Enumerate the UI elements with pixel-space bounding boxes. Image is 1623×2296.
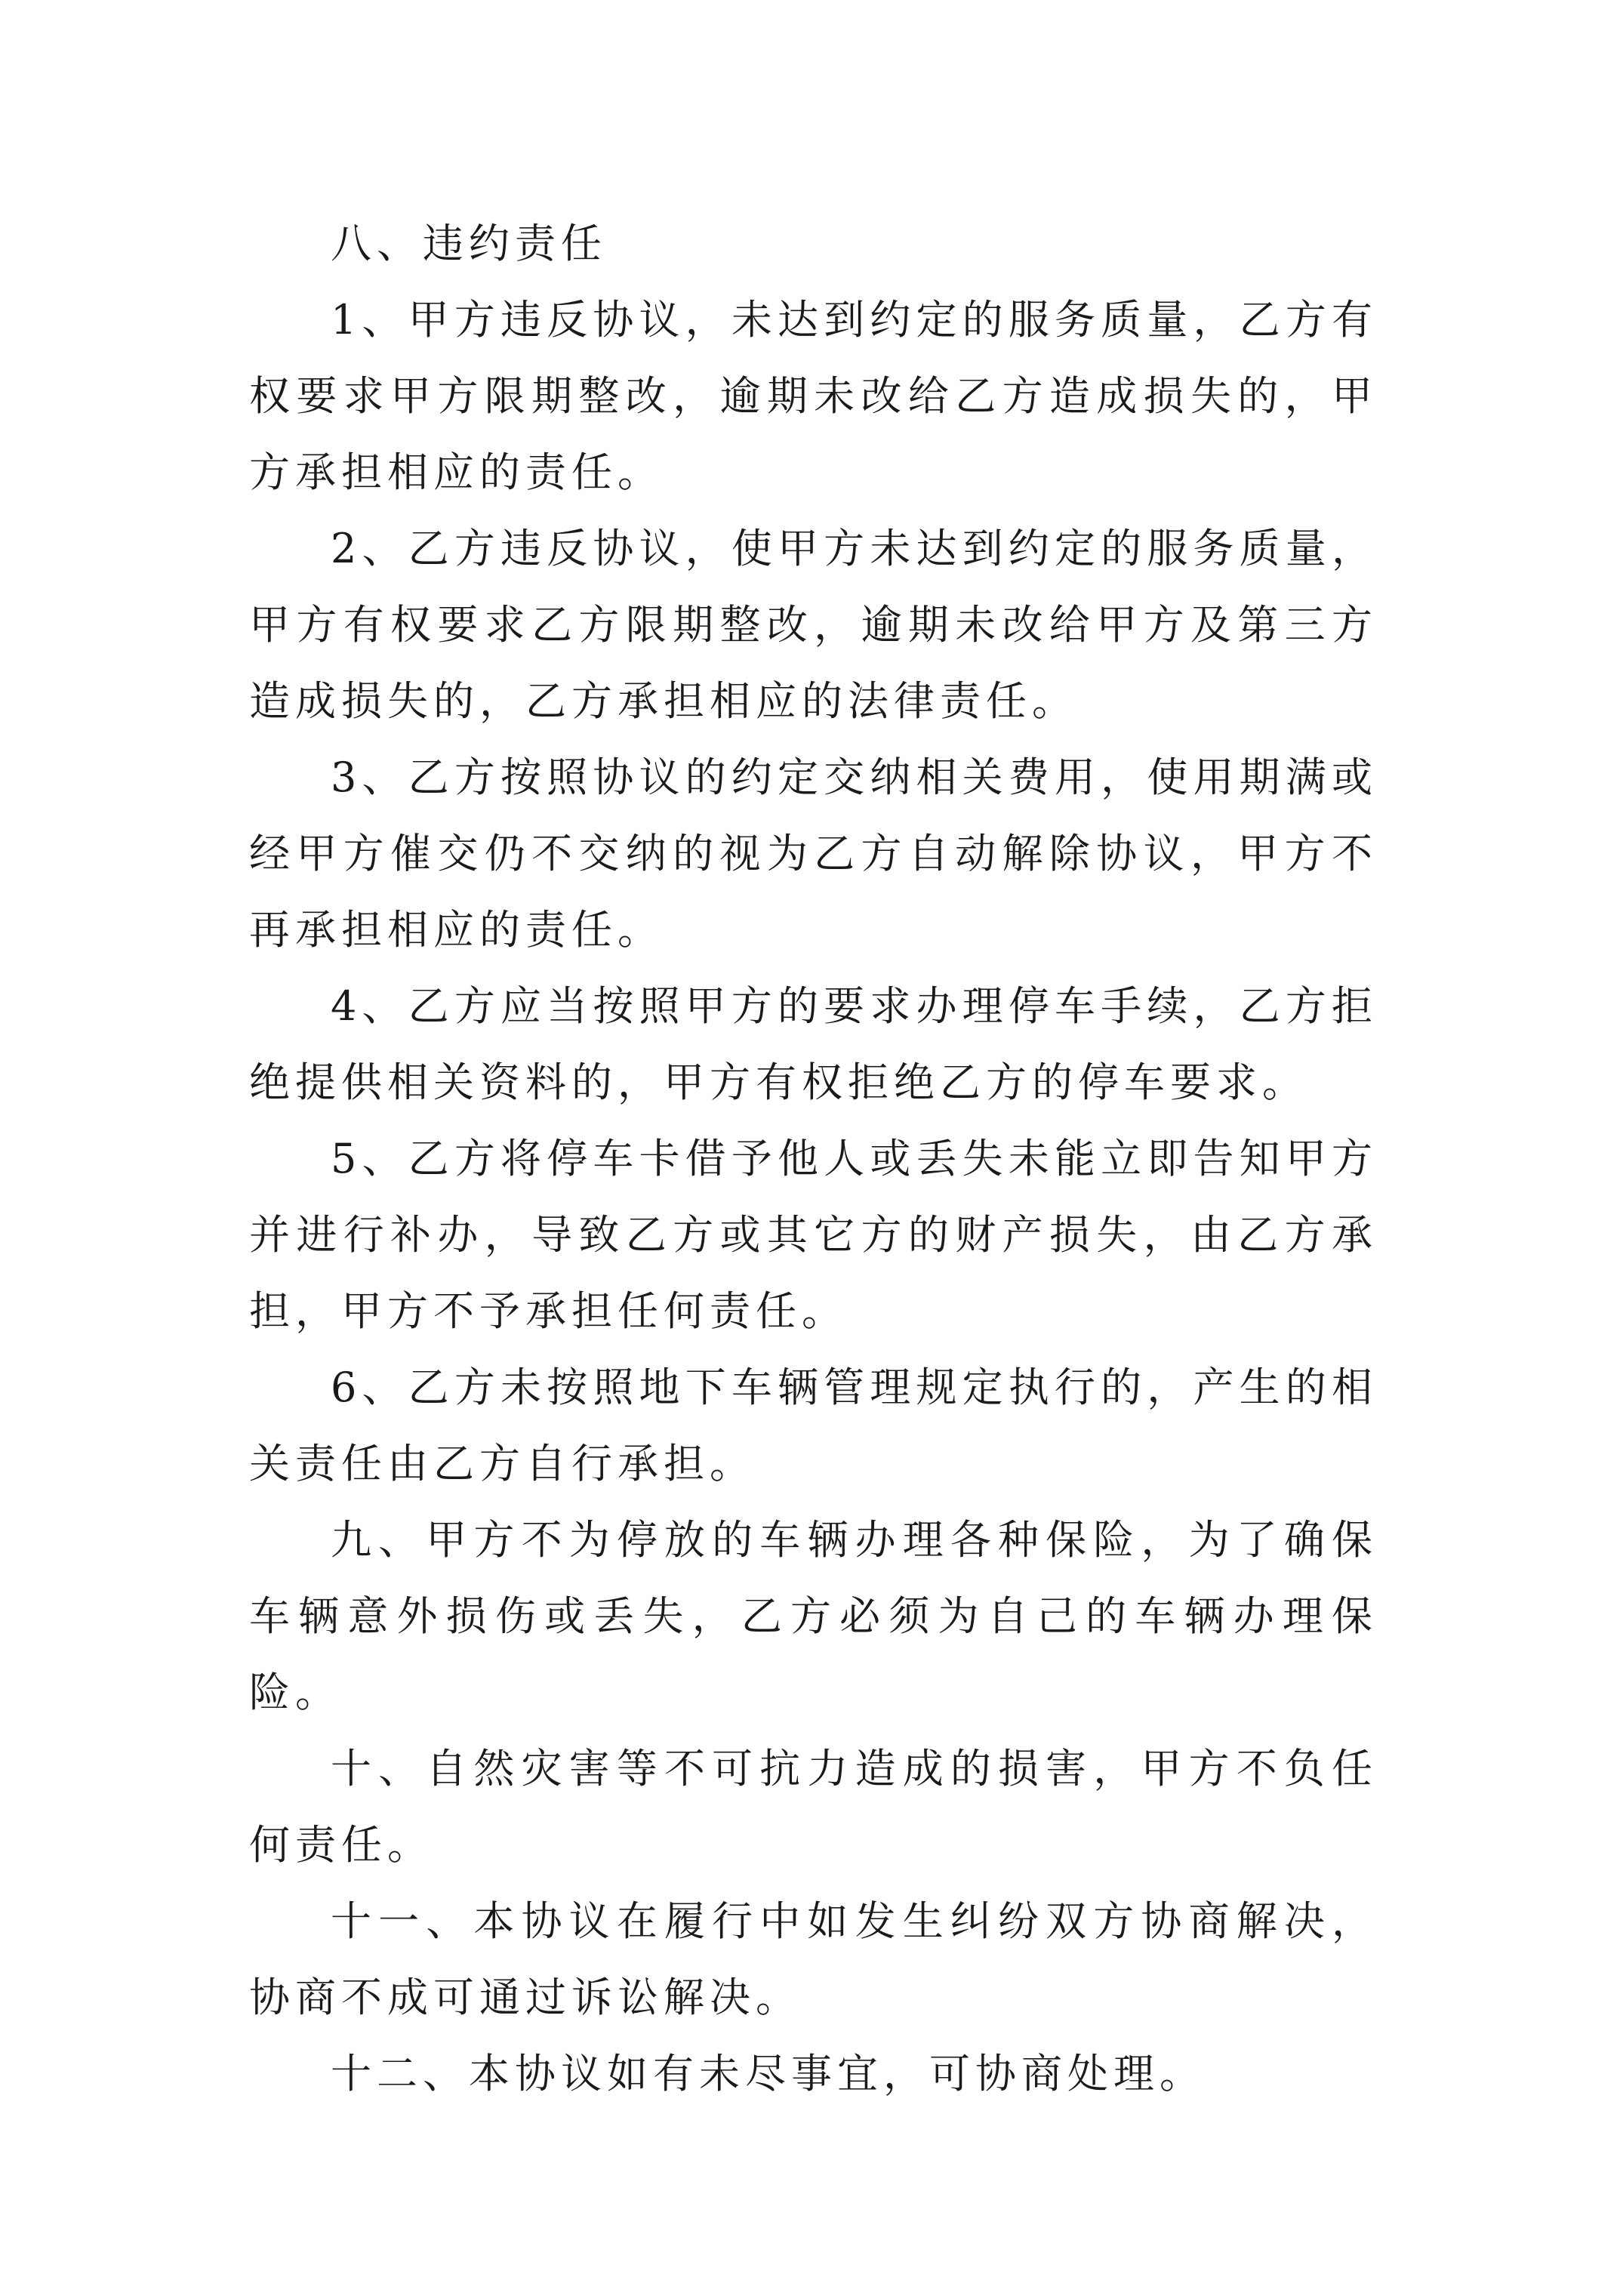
section-10-force-majeure: 十、自然灾害等不可抗力造成的损害，甲方不负任何责任。 (249, 1745, 1378, 1869)
clause-8-1: 1、甲方违反协议，未达到约定的服务质量，乙方有权要求甲方限期整改，逾期未改给乙方造成损失的，甲方承担相应的责任。 (249, 296, 1378, 496)
document-body (249, 205, 1378, 2112)
section-heading-breach-liability: 八、违约责任 (331, 220, 607, 267)
clause-8-6: 6、乙方未按照地下车辆管理规定执行的，产生的相关责任由乙方自行承担。 (249, 1364, 1378, 1487)
section-12-unresolved-matters: 十二、本协议如有未尽事宜，可协商处理。 (331, 2050, 1206, 2097)
clause-8-2: 2、乙方违反协议，使甲方未达到约定的服务质量，甲方有权要求乙方限期整改，逾期未改给甲方及第三方造成损失的，乙方承担相应的法律责任。 (249, 525, 1378, 725)
clause-8-4: 4、乙方应当按照甲方的要求办理停车手续，乙方拒绝提供相关资料的，甲方有权拒绝乙方的停车要求。 (249, 982, 1378, 1106)
section-11-dispute-resolution: 十一、本协议在履行中如发生纠纷双方协商解决，协商不成可通过诉讼解决。 (249, 1897, 1378, 2021)
section-9-insurance: 九、甲方不为停放的车辆办理各种保险，为了确保车辆意外损伤或丢失，乙方必须为自己的车辆办理保险。 (249, 1516, 1378, 1716)
clause-8-5: 5、乙方将停车卡借予他人或丢失未能立即告知甲方并进行补办，导致乙方或其它方的财产损失，由乙方承担，甲方不予承担任何责任。 (249, 1135, 1378, 1335)
clause-8-3: 3、乙方按照协议的约定交纳相关费用，使用期满或经甲方催交仍不交纳的视为乙方自动解除协议，甲方不再承担相应的责任。 (249, 754, 1378, 954)
